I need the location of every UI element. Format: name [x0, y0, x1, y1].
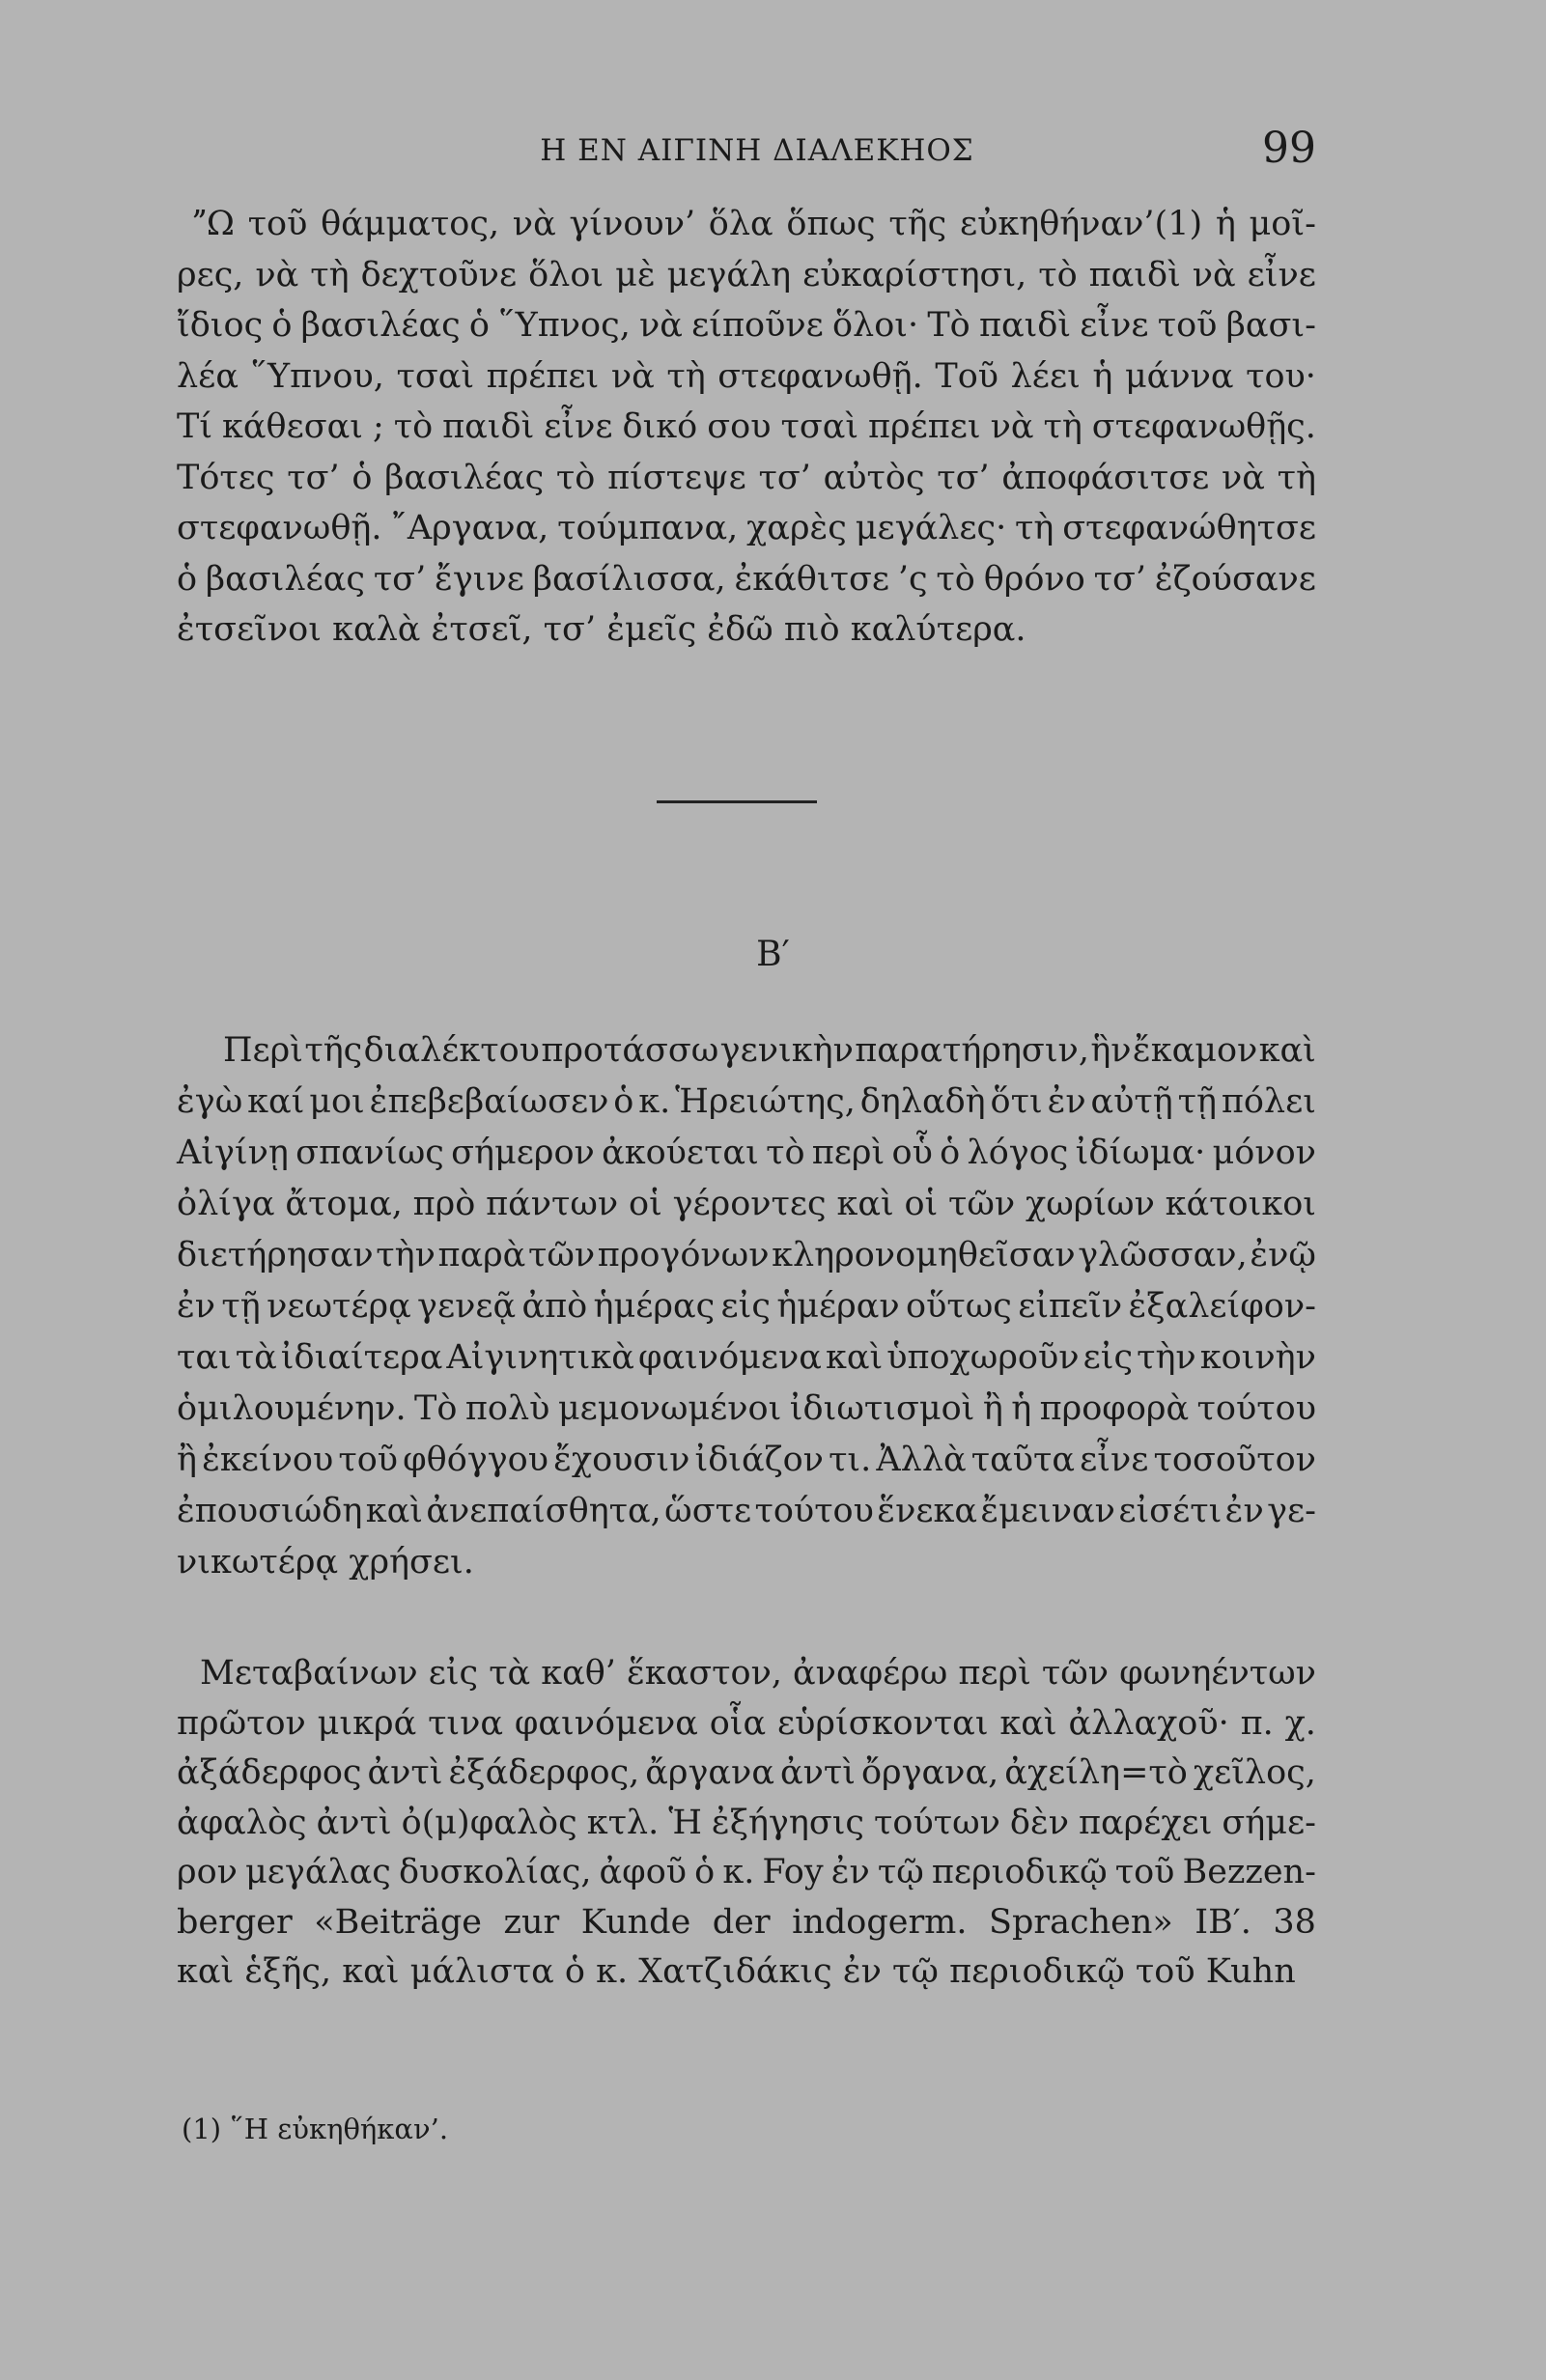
text-line: Περὶ τῆς διαλέκτου προτάσσω γενικὴν παρατήρησιν, ἣν ἔκαμον καὶ [223, 1031, 1316, 1070]
text-line: ἢ ἐκείνου τοῦ φθόγγου ἔχουσιν ἰδιάζον τι. Ἀλλὰ ταῦτα εἶνε τοσοῦτον [177, 1441, 1316, 1479]
text-line: ρες, νὰ τὴ δεχτοῦνε ὅλοι μὲ μεγάλη εὐκαρίστησι, τὸ παιδὶ νὰ εἶνε [177, 255, 1316, 294]
text-line: καὶ ἑξῆς, καὶ μάλιστα ὁ κ. Χατζιδάκις ἐν τῷ περιοδικῷ τοῦ Kuhn [177, 1952, 1296, 1991]
text-line: πρῶτον μικρά τινα φαινόμενα οἷα εὑρίσκονται καὶ ἀλλαχοῦ· π. χ. [177, 1703, 1316, 1743]
running-title: Η ΕΝ ΑΙΓΙΝΗ ΔΙΑΛΕΚΗΟΣ [540, 133, 974, 168]
text-line: ρον μεγάλας δυσκολίας, ἀφοῦ ὁ κ. Foy ἐν τῷ περιοδικῷ τοῦ Bezzen- [177, 1853, 1316, 1891]
section-heading-b: Β′ [756, 935, 790, 974]
text-line: ἀξάδερφος ἀντὶ ἐξάδερφος, ἄργανα ἀντὶ ὄργανα, ἀχείλη=τὸ χεῖλος, [177, 1753, 1316, 1792]
text-line: ὀλίγα ἄτομα, πρὸ πάντων οἱ γέροντες καὶ οἱ τῶν χωρίων κάτοικοι [177, 1185, 1316, 1223]
text-line: ὁ βασιλέας τσ’ ἔγινε βασίλισσα, ἐκάθιτσε ’ς τὸ θρόνο τσ’ ἐζούσανε [177, 559, 1316, 599]
text-line: ἐτσεῖνοι καλὰ ἐτσεῖ, τσ’ ἐμεῖς ἐδῶ πιὸ καλύτερα. [177, 610, 1026, 649]
text-line: λέα ῞Υπνου, τσαὶ πρέπει νὰ τὴ στεφανωθῇ. Τοῦ λέει ἡ μάννα του· [177, 356, 1316, 396]
footnote: (1) ῞Η εὐκηθήκαν’. [182, 2113, 449, 2145]
section-divider-rule [657, 800, 817, 803]
text-line: ὁμιλουμένην. Τὸ πολὺ μεμονωμένοι ἰδιωτισμοὶ ἢ ἡ προφορὰ τούτου [177, 1389, 1316, 1428]
text-line: Τότες τσ’ ὁ βασιλέας τὸ πίστεψε τσ’ αὐτὸς τσ’ ἀποφάσιτσε νὰ τὴ [177, 458, 1316, 497]
text-line: berger «Beiträge zur Kunde der indogerm. Sprachen» ΙΒ′. 38 [177, 1902, 1316, 1942]
text-line: ἐγὼ καί μοι ἐπεβεβαίωσεν ὁ κ. Ἡρειώτης, δηλαδὴ ὅτι ἐν αὐτῇ τῇ πόλει [177, 1082, 1316, 1121]
text-line: Μεταβαίνων εἰς τὰ καθ’ ἕκαστον, ἀναφέρω περὶ τῶν φωνηέντων [200, 1654, 1316, 1693]
text-line: ἀφαλὸς ἀντὶ ὀ(μ)φαλὸς κτλ. Ἡ ἐξήγησις τούτων δὲν παρέχει σήμε- [177, 1803, 1316, 1842]
page-number: 99 [1262, 124, 1316, 173]
running-header [198, 124, 1316, 182]
text-line: ἐν τῇ νεωτέρᾳ γενεᾷ ἀπὸ ἡμέρας εἰς ἡμέραν οὕτως εἰπεῖν ἐξαλείφον- [177, 1287, 1316, 1326]
text-line: ἴδιος ὁ βασιλέας ὁ ῞Υπνος, νὰ είποῦνε ὅλοι· Τὸ παιδὶ εἶνε τοῦ βασι- [177, 306, 1316, 345]
text-line: στεφανωθῇ. ῎Αργανα, τούμπανα, χαρὲς μεγάλες· τὴ στεφανώθητσε [177, 509, 1316, 547]
text-line: ἐπουσιώδη καὶ ἀνεπαίσθητα, ὥστε τούτου ἕνεκα ἔμειναν εἰσέτι ἐν γε- [177, 1492, 1316, 1530]
text-line: νικωτέρᾳ χρήσει. [177, 1543, 474, 1582]
text-line: Αἰγίνῃ σπανίως σήμερον ἀκούεται τὸ περὶ οὗ ὁ λόγος ἰδίωμα· μόνον [177, 1134, 1316, 1172]
text-line: διετήρησαν τὴν παρὰ τῶν προγόνων κληρονομηθεῖσαν γλῶσσαν, ἐνῷ [177, 1236, 1316, 1274]
text-line: ται τὰ ἰδιαίτερα Αἰγινητικὰ φαινόμενα καὶ ὑποχωροῦν εἰς τὴν κοινὴν [177, 1338, 1316, 1377]
text-line: ˮΩ τοῦ θάμματος, νὰ γίνουν’ ὅλα ὅπως τῆς εὐκηθήναν’(1) ἡ μοῖ- [190, 205, 1316, 243]
text-line: Τί κάθεσαι ; τὸ παιδὶ εἶνε δικό σου τσαὶ πρέπει νὰ τὴ στεφανωθῇς. [177, 407, 1316, 446]
